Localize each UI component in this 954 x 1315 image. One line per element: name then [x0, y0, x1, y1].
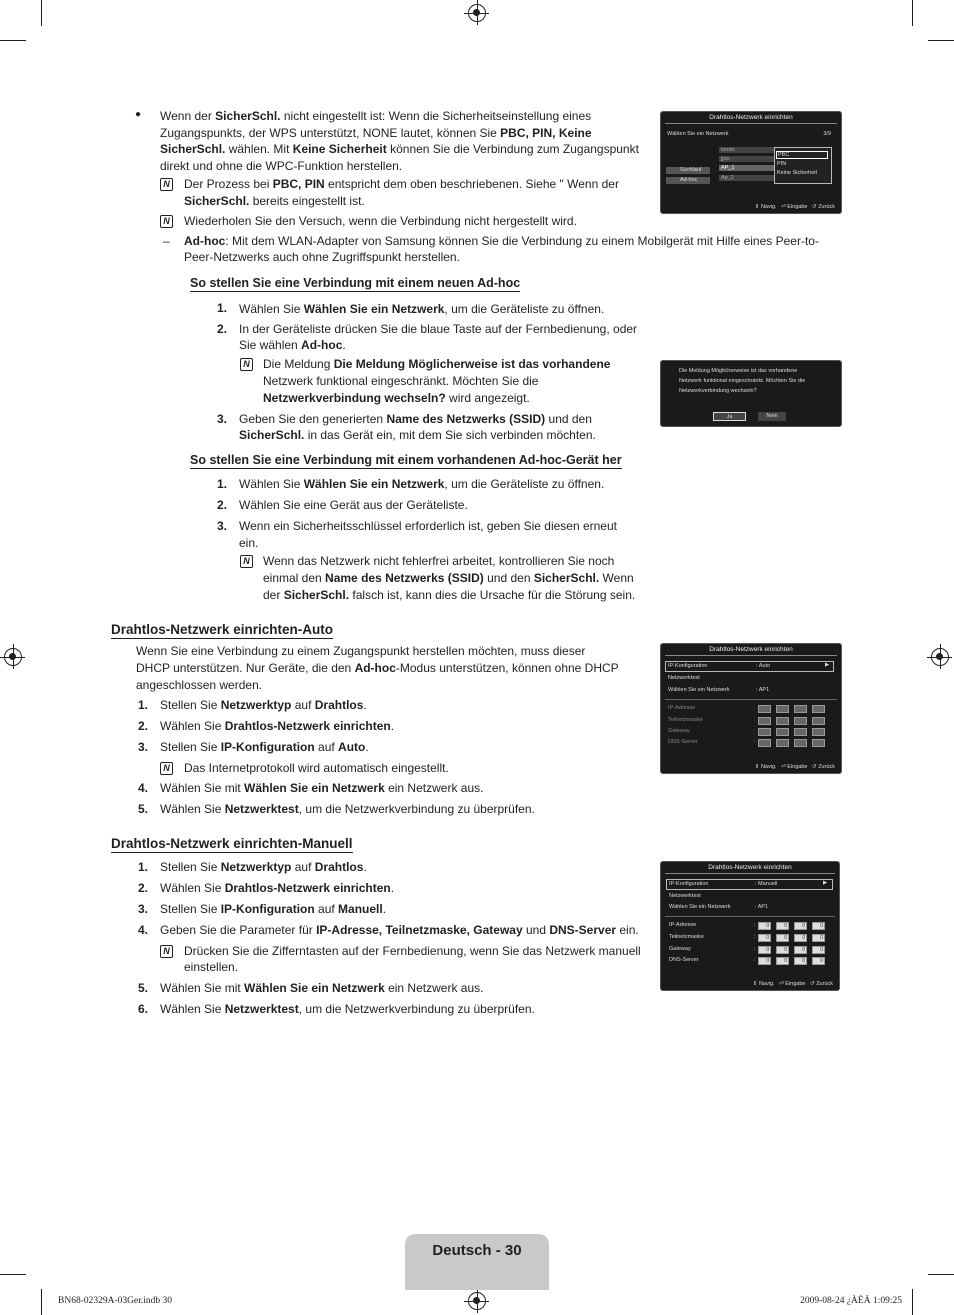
ip-cell[interactable]: 0 [758, 957, 771, 965]
section-heading-existing-adhoc: So stellen Sie eine Verbindung mit einem vorhandenen Ad-hoc-Gerät her [190, 453, 622, 467]
crop-mark [928, 1274, 954, 1275]
yes-button[interactable]: Ja [713, 412, 746, 421]
field-label: IP-Adresse [669, 922, 697, 928]
ip-cell[interactable]: 0 [776, 934, 789, 942]
field-colon: : [754, 717, 756, 723]
screen-label: Wählen Sie ein Netzwerk [667, 131, 729, 137]
registration-mark-icon [468, 1292, 486, 1310]
field-colon: : [754, 946, 756, 952]
crop-mark [928, 40, 954, 41]
ip-cell [812, 739, 825, 747]
adhoc-line-2: Peer-Netzwerks auch ohne Zugriffspunkt herstellen. [184, 250, 460, 264]
existing-step-1: Wählen Sie Wählen Sie ein Netzwerk, um die Geräteliste zu öffnen. [239, 477, 605, 491]
manual-step-4: Geben Sie die Parameter für IP-Adresse, Teilnetzmaske, Gateway und DNS-Server ein. [160, 923, 639, 937]
manual-step-2: Wählen Sie Drahtlos-Netzwerk einrichten. [160, 881, 395, 895]
auto-para-line-3: angeschlossen werden. [136, 678, 263, 692]
new-note-line-1: Die Meldung Die Meldung Möglicherweise ist das vorhandene [263, 357, 611, 371]
field-colon: : [754, 705, 756, 711]
note-icon: N [240, 555, 253, 568]
tv-screen-confirm-dialog [660, 360, 842, 427]
step-number: 6. [138, 1002, 149, 1016]
step-number: 1. [138, 860, 149, 874]
step-number: 1. [138, 698, 149, 712]
divider [665, 123, 837, 124]
row-label[interactable]: Netzwerktest [669, 893, 701, 899]
ip-cell[interactable]: 0 [794, 922, 807, 930]
new-note-line-2: Netzwerk funktional eingeschränkt. Möchten Sie die [263, 374, 539, 388]
auto-step-4: Wählen Sie mit Wählen Sie ein Netzwerk ein Netzwerk aus. [160, 781, 484, 795]
ip-cell [776, 705, 789, 713]
step-number: 3. [138, 740, 149, 754]
ip-cell[interactable]: 0 [812, 922, 825, 930]
screen-counter: 3/9 [823, 131, 831, 137]
crop-mark [912, 1289, 913, 1315]
step-number: 4. [138, 923, 149, 937]
ip-cell[interactable]: 0 [812, 934, 825, 942]
divider [665, 916, 835, 917]
crop-mark [0, 1274, 26, 1275]
row-value: : Manuell [755, 881, 778, 887]
manual-step-3: Stellen Sie IP-Konfiguration auf Manuell. [160, 902, 387, 916]
network-list-item[interactable]: iooon [719, 147, 775, 153]
registration-mark-icon [468, 4, 486, 22]
step-number: 3. [138, 902, 149, 916]
row-label[interactable]: Netzwerktest [668, 675, 700, 681]
row-value: : AP1 [755, 904, 769, 910]
step-number: 1. [217, 477, 228, 491]
divider [665, 873, 835, 874]
manual-note-line-2: einstellen. [184, 960, 239, 974]
intro-bullet-line-1: Wenn der SicherSchl. nicht eingestellt ist: Wenn die Sicherheitseinstellung eines [160, 109, 592, 123]
dialog-text-line-2: Netzwerk funktional eingeschränkt. Möchten Sie die [679, 378, 806, 384]
ip-cell [794, 705, 807, 713]
screen-footer: ⇕ Navig. ⏎ Eingabe ↺ Zurück [754, 764, 835, 770]
crop-mark [912, 0, 913, 26]
ip-cell [758, 705, 771, 713]
auto-para-line-1: Wenn Sie eine Verbindung zu einem Zugangspunkt herstellen möchten, muss dieser [136, 644, 586, 658]
row-label: IP-Konfiguration [669, 881, 709, 887]
dialog-text-line-3: Netzwerkverbindung wechseln? [679, 388, 757, 394]
arrow-right-icon: ▶ [825, 662, 830, 668]
row-label[interactable]: Wählen Sie ein Netzwerk [669, 904, 731, 910]
auto-step-5: Wählen Sie Netzwerktest, um die Netzwerkverbindung zu überprüfen. [160, 802, 535, 816]
footer-file: BN68-02329A-03Ger.indb 30 [58, 1296, 172, 1306]
manual-step-5: Wählen Sie mit Wählen Sie ein Netzwerk ein Netzwerk aus. [160, 981, 484, 995]
ip-cell [794, 739, 807, 747]
tv-screen-ip-manual [660, 861, 840, 991]
ip-cell [758, 717, 771, 725]
network-list-item[interactable]: jjoo [719, 156, 775, 162]
field-colon: : [754, 728, 756, 734]
crop-mark [41, 0, 42, 26]
auto-step-2: Wählen Sie Drahtlos-Netzwerk einrichten. [160, 719, 395, 733]
existing-note-line-1: Wenn das Netzwerk nicht fehlerfrei arbeitet, kontrollieren Sie noch [263, 554, 615, 568]
tv-screen-network-list [660, 111, 842, 214]
auto-step-3: Stellen Sie IP-Konfiguration auf Auto. [160, 740, 369, 754]
crop-mark [0, 40, 26, 41]
step-number: 2. [217, 322, 228, 336]
intro-note2: Wiederholen Sie den Versuch, wenn die Verbindung nicht hergestellt wird. [184, 214, 577, 228]
field-colon: : [754, 934, 756, 940]
ip-cell [812, 717, 825, 725]
intro-note1-line-1: Der Prozess bei PBC, PIN entspricht dem oben beschriebenen. Siehe " Wenn der [184, 177, 619, 191]
row-value: : Auto [756, 663, 771, 669]
row-label: IP-Konfiguration [668, 663, 708, 669]
ip-cell [794, 728, 807, 736]
registration-mark-icon [931, 648, 949, 666]
note-icon: N [240, 358, 253, 371]
arrow-right-icon: ▶ [823, 880, 828, 886]
ip-cell [776, 739, 789, 747]
tv-screen-ip-auto [660, 643, 842, 774]
section-heading-new-adhoc: So stellen Sie eine Verbindung mit einem neuen Ad-hoc [190, 276, 521, 290]
row-value: : AP1 [756, 687, 770, 693]
dialog-text-line-1: Die Meldung Möglicherweise ist das vorhandene [679, 368, 798, 374]
screen-title: Drahtlos-Netzwerk einrichten [709, 114, 793, 121]
auto-step-1: Stellen Sie Netzwerktyp auf Drahtlos. [160, 698, 367, 712]
intro-note1-line-2: SicherSchl. bereits eingestellt ist. [184, 194, 365, 208]
popup-none[interactable]: Keine Sicherheit [777, 170, 818, 176]
field-colon: : [754, 957, 756, 963]
footer-timestamp: 2009-08-24 ¿ÀÈÄ 1:09:25 [800, 1296, 902, 1306]
intro-bullet-line-4: direkt und ohne die WPC-Funktion herstellen. [160, 159, 403, 173]
note-icon: N [160, 762, 173, 775]
adhoc-line-1: Ad-hoc: Mit dem WLAN-Adapter von Samsung können Sie die Verbindung zu einem Mobilgerät mit Hilfe eines Peer-to- [184, 234, 819, 248]
auto-para-line-2: DHCP unterstützen. Nur Geräte, die den Ad-hoc-Modus unterstützen, können ohne DHCP [136, 661, 619, 675]
field-label: DNS-Server [668, 739, 698, 745]
ip-cell[interactable]: 0 [812, 946, 825, 954]
no-button[interactable]: Nein [758, 412, 786, 421]
screen-title: Drahtlos-Netzwerk einrichten [708, 864, 792, 871]
section-heading-manual: Drahtlos-Netzwerk einrichten-Manuell [111, 836, 353, 851]
ip-cell[interactable]: 0 [794, 934, 807, 942]
step-number: 3. [217, 412, 228, 426]
ip-cell[interactable]: 0 [776, 946, 789, 954]
step-number: 4. [138, 781, 149, 795]
existing-note-line-3: der SicherSchl. falsch ist, kann dies die Ursache für die Störung sein. [263, 588, 636, 602]
ip-cell[interactable]: 0 [758, 946, 771, 954]
ip-cell[interactable]: 0 [776, 922, 789, 930]
existing-step-3-line-1: Wenn ein Sicherheitsschlüssel erforderlich ist, geben Sie diesen erneut [239, 519, 617, 533]
new-step-1: Wählen Sie Wählen Sie ein Netzwerk, um die Geräteliste zu öffnen. [239, 302, 605, 316]
new-step-3-line-2: SicherSchl. in das Gerät ein, mit dem Sie sich verbinden möchten. [239, 428, 596, 442]
ip-cell[interactable]: 0 [794, 946, 807, 954]
row-label[interactable]: Wählen Sie ein Netzwerk [668, 687, 730, 693]
note-icon: N [160, 178, 173, 191]
manual-step-6: Wählen Sie Netzwerktest, um die Netzwerkverbindung zu überprüfen. [160, 1002, 535, 1016]
ip-cell [758, 739, 771, 747]
popup-pin[interactable]: PIN [777, 161, 787, 167]
bullet-icon: ● [135, 109, 142, 120]
auto-note: Das Internetprotokoll wird automatisch eingestellt. [184, 761, 449, 775]
field-label: Gateway [669, 946, 691, 952]
section-heading-auto: Drahtlos-Netzwerk einrichten-Auto [111, 622, 334, 637]
ip-cell[interactable]: 0 [758, 934, 771, 942]
page-number: Deutsch - 30 [432, 1242, 522, 1259]
field-label: Gateway [668, 728, 690, 734]
field-label: Teilnetzmaske [668, 717, 703, 723]
new-step-2-line-2: Sie wählen Ad-hoc. [239, 338, 346, 352]
screen-footer: ⇕ Navig. ⏎ Eingabe ↺ Zurück [752, 981, 833, 987]
suchlauf-button[interactable]: Suchlauf [666, 167, 710, 174]
ip-cell[interactable]: 0 [812, 957, 825, 965]
field-label: IP-Adresse [668, 705, 696, 711]
network-list-item[interactable]: Ap_2 [719, 175, 775, 181]
step-number: 5. [138, 981, 149, 995]
note-icon: N [160, 945, 173, 958]
divider [665, 699, 837, 700]
ip-cell[interactable]: 0 [758, 922, 771, 930]
field-label: Teilnetzmaske [669, 934, 704, 940]
step-number: 2. [138, 719, 149, 733]
adhoc-dash: – [163, 234, 170, 248]
existing-step-3-line-2: ein. [239, 536, 259, 550]
screen-title: Drahtlos-Netzwerk einrichten [709, 646, 793, 653]
step-number: 3. [217, 519, 228, 533]
new-step-3-line-1: Geben Sie den generierten Name des Netzwerks (SSID) und den [239, 412, 592, 426]
registration-mark-icon [4, 648, 22, 666]
existing-step-2: Wählen Sie eine Gerät aus der Geräteliste. [239, 498, 468, 512]
network-list-item[interactable]: AP_1 [719, 165, 775, 171]
existing-note-line-2: einmal den Name des Netzwerks (SSID) und den SicherSchl. Wenn [263, 571, 634, 585]
page-number-tab [405, 1234, 549, 1290]
ip-cell [758, 728, 771, 736]
adhoc-button[interactable]: Ad-hoc [666, 177, 710, 184]
field-colon: : [754, 739, 756, 745]
ip-cell [776, 728, 789, 736]
screen-footer: ⇕ Navig. ⏎ Eingabe ↺ Zurück [754, 204, 835, 210]
intro-bullet-line-2: Zugangspunkts, der WPS unterstützt, NONE lautet, können Sie PBC, PIN, Keine [160, 126, 592, 140]
ip-cell [794, 717, 807, 725]
field-colon: : [754, 922, 756, 928]
step-number: 5. [138, 802, 149, 816]
intro-bullet-line-3: SicherSchl. wählen. Mit Keine Sicherheit können Sie die Verbindung zum Zugangspunkt [160, 142, 639, 156]
field-label: DNS-Server [669, 957, 699, 963]
manual-note-line-1: Drücken Sie die Zifferntasten auf der Fernbedienung, wenn Sie das Netzwerk manuell [184, 944, 641, 958]
popup-pbc[interactable]: PBC [776, 151, 828, 159]
divider [665, 655, 837, 656]
new-step-2-line-1: In der Geräteliste drücken Sie die blaue Taste auf der Fernbedienung, oder [239, 322, 638, 336]
step-number: 2. [138, 881, 149, 895]
ip-cell [812, 728, 825, 736]
ip-cell [776, 717, 789, 725]
note-icon: N [160, 215, 173, 228]
step-number: 1. [217, 301, 228, 315]
step-number: 2. [217, 498, 228, 512]
ip-cell[interactable]: 0 [794, 957, 807, 965]
ip-cell [812, 705, 825, 713]
ip-cell[interactable]: 0 [776, 957, 789, 965]
crop-mark [41, 1289, 42, 1315]
manual-step-1: Stellen Sie Netzwerktyp auf Drahtlos. [160, 860, 367, 874]
new-note-line-3: Netzwerkverbindung wechseln? wird angezeigt. [263, 391, 530, 405]
